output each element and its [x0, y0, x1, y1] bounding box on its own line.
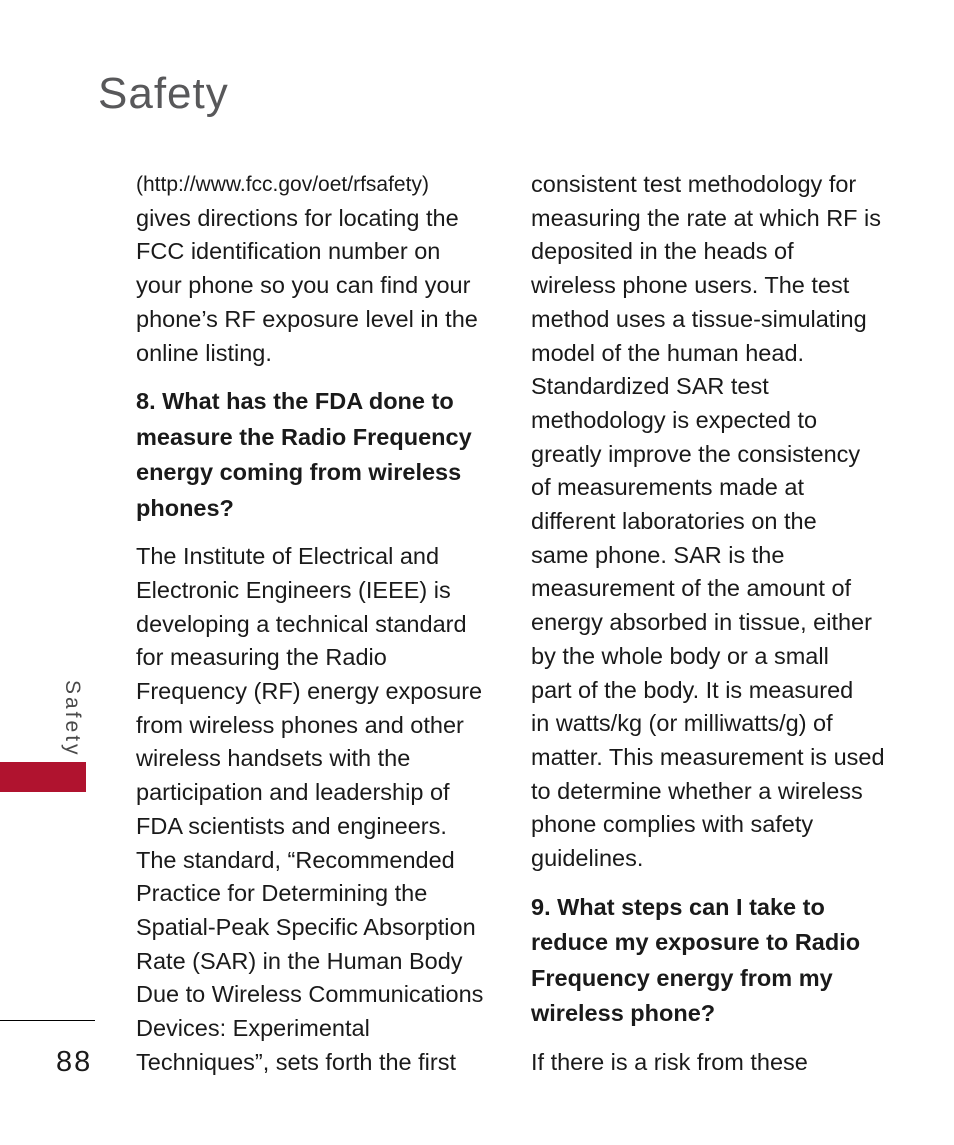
heading-line: 9. What steps can I take to [531, 893, 825, 920]
text-line: method uses a tissue-simulating [531, 305, 867, 332]
text-line: wireless phone users. The test [531, 272, 850, 299]
text-line: wireless handsets with the [136, 745, 411, 772]
text-line: Techniques”, sets forth the first [136, 1048, 457, 1075]
text-line: FDA scientists and engineers. [136, 812, 447, 839]
text-line: online listing. [136, 339, 272, 366]
text-line: Practice for Determining the [136, 880, 428, 907]
page-title: Safety [98, 69, 229, 118]
text-line: phone complies with safety [531, 811, 814, 838]
text-line: model of the human head. [531, 339, 805, 366]
text-line: Frequency (RF) energy exposure [136, 678, 483, 705]
text-line: Due to Wireless Communications [136, 981, 484, 1008]
heading-line: energy coming from wireless [136, 459, 462, 486]
text-line: for measuring the Radio [136, 644, 387, 671]
text-line: greatly improve the consistency [531, 440, 861, 467]
text-line: energy absorbed in tissue, either [531, 609, 872, 636]
text-line: FCC identification number on [136, 238, 441, 265]
answer-8-paragraph [136, 540, 492, 1079]
text-line: The Institute of Electrical and [136, 543, 440, 570]
heading-line: reduce my exposure to Radio [531, 929, 861, 956]
text-line: same phone. SAR is the [531, 541, 785, 568]
text-line: If there is a risk from these [531, 1048, 808, 1075]
heading-line: measure the Radio Frequency [136, 423, 472, 450]
question-9-heading [531, 890, 891, 1032]
heading-line: 8. What has the FDA done to [136, 388, 454, 415]
heading-line: wireless phone? [531, 1000, 716, 1027]
text-line: gives directions for locating the [136, 204, 459, 231]
text-line: of measurements made at [531, 474, 804, 501]
intro-paragraph [136, 168, 492, 370]
page-number: 88 [56, 1046, 93, 1078]
text-line: by the whole body or a small [531, 642, 829, 669]
question-8-heading [136, 384, 492, 526]
text-line: measuring the rate at which RF is [531, 204, 882, 231]
text-line: Rate (SAR) in the Human Body [136, 947, 463, 974]
text-line: your phone so you can find your [136, 272, 471, 299]
left-column [136, 168, 492, 1079]
text-line: measurement of the amount of [531, 575, 852, 602]
text-line: developing a technical standard [136, 610, 467, 637]
text-line: from wireless phones and other [136, 711, 464, 738]
heading-line: phones? [136, 494, 234, 521]
text-line: phone’s RF exposure level in the [136, 305, 478, 332]
answer-9-paragraph [531, 1046, 891, 1080]
right-column [531, 168, 891, 1079]
text-line: participation and leadership of [136, 779, 450, 806]
text-line: consistent test methodology for [531, 171, 857, 197]
fcc-url-line: (http://www.fcc.gov/oet/rfsafety) [136, 173, 429, 196]
text-line: part of the body. It is measured [531, 676, 854, 703]
heading-line: Frequency energy from my [531, 964, 833, 991]
text-line: The standard, “Recommended [136, 846, 455, 873]
text-line: Devices: Experimental [136, 1015, 370, 1042]
text-line: in watts/kg (or milliwatts/g) of [531, 710, 833, 737]
text-line: Electronic Engineers (IEEE) is [136, 576, 451, 603]
side-tab-accent-bar [0, 762, 86, 792]
side-tab-label: Safety [61, 680, 84, 758]
text-line: to determine whether a wireless [531, 777, 863, 804]
answer-8-continued-paragraph [531, 168, 891, 876]
text-line: deposited in the heads of [531, 238, 794, 265]
text-line: methodology is expected to [531, 406, 818, 433]
text-line: matter. This measurement is used [531, 743, 885, 770]
text-line: Standardized SAR test [531, 373, 769, 400]
footer-divider [0, 1020, 95, 1021]
text-line: guidelines. [531, 845, 644, 872]
text-line: different laboratories on the [531, 508, 817, 535]
text-line: Spatial-Peak Specific Absorption [136, 913, 476, 940]
